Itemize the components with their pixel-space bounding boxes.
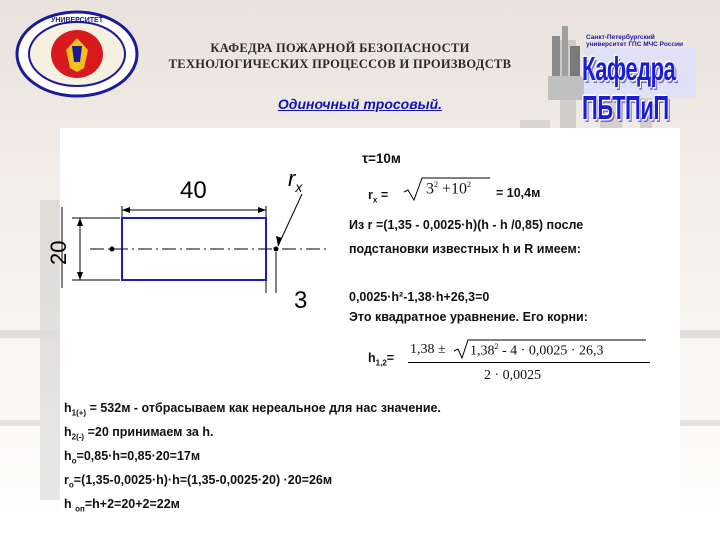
rx-formula <box>368 188 388 205</box>
department-logo <box>548 6 700 127</box>
result-5-sub: оп <box>75 504 85 514</box>
result-line-3 <box>64 449 200 466</box>
h12-numerator-a: 1,38 ± <box>410 342 446 357</box>
result-4-label: r <box>64 473 69 487</box>
h12-radicand <box>470 342 604 360</box>
h12-radicand-b: 1,38 <box>470 343 495 359</box>
result-line-4 <box>64 473 332 490</box>
result-5-text: =h+2=20+2=22м <box>84 497 180 511</box>
paragraph-line2: подстановки известных h и R имеем: <box>349 242 581 256</box>
rx-radicand-b-exp: 2 <box>467 180 472 189</box>
result-line-1 <box>64 401 441 418</box>
department-title-line2: ТЕХНОЛОГИЧЕСКИХ ПРОЦЕССОВ И ПРОИЗВОДСТВ <box>168 57 512 71</box>
rx-result: = 10,4м <box>496 186 541 200</box>
result-4-text: =(1,35-0,0025·h)·h=(1,35-0,0025·20) ·20=26м <box>73 473 333 487</box>
h12-label-sub: 1,2 <box>375 358 387 368</box>
result-2-text: =20 принимаем за h. <box>84 425 214 439</box>
result-5-label: h <box>64 497 76 511</box>
department-logo-caption: Санкт-Петербургский университет ГПС МЧС России <box>586 34 683 48</box>
width-label: 40 <box>180 177 207 204</box>
paragraph-line1: Из r =(1,35 - 0,0025·h)(h - h /0,85) после <box>349 218 584 232</box>
svg-text:rx <box>288 166 303 195</box>
department-logo-brand: Кафедра ПБТПиП <box>582 50 676 127</box>
tau-value: τ=10м <box>362 151 401 166</box>
rx-radicand <box>426 180 471 198</box>
h12-label: h <box>368 351 376 365</box>
result-1-label: h <box>64 401 72 415</box>
result-line-5 <box>64 497 180 514</box>
result-1-text: = 532м - отбрасываем как нереальное для нас значение. <box>86 401 441 415</box>
result-4-sub: о <box>68 480 74 490</box>
roots-intro: Это квадратное уравнение. Его корни: <box>349 310 588 324</box>
result-1-sub: 1(+) <box>71 408 87 418</box>
quadratic-equation: 0,0025·h²-1,38·h+26,3=0 <box>349 290 490 304</box>
rx-radicand-a: 3 <box>426 180 434 198</box>
svg-text:УНИВЕРСИТЕТ: УНИВЕРСИТЕТ <box>51 17 103 24</box>
support-point-left <box>110 247 115 252</box>
height-label: 20 <box>46 240 71 265</box>
result-3-label: h <box>64 449 72 463</box>
result-3-sub: о <box>71 456 77 466</box>
rx-eq: = <box>380 188 389 202</box>
rx-radicand-b: +10 <box>442 180 468 198</box>
result-2-label: h <box>64 425 72 439</box>
rx-radicand-a-exp: 2 <box>434 180 438 189</box>
department-title-line1: КАФЕДРА ПОЖАРНОЙ БЕЗОПАСНОСТИ <box>210 41 470 55</box>
h12-radicand-c: - 4 · 0,0025 · 26,3 <box>502 343 604 359</box>
result-3-text: =0,85·h=0,85·20=17м <box>76 449 201 463</box>
h12-radicand-b-exp: 2 <box>494 342 499 351</box>
lightning-rod-zone-drawing <box>40 148 340 323</box>
university-emblem-logo <box>14 10 140 98</box>
result-2-sub: 2(-) <box>71 432 85 442</box>
h12-eq: = <box>386 351 395 365</box>
h12-formula <box>368 351 394 368</box>
fraction-bar <box>408 362 650 363</box>
rx-label-sub: x <box>372 195 378 205</box>
radius-label-sub: x <box>295 179 303 195</box>
department-title <box>150 40 530 72</box>
height-point-label: 3 <box>294 287 308 314</box>
support-point-right <box>274 247 279 252</box>
rx-label: r <box>368 188 373 202</box>
result-line-2 <box>64 425 213 442</box>
slide-subtitle: Одиночный тросовый. <box>277 96 443 112</box>
radius-label: r <box>288 166 296 191</box>
h12-denominator: 2 · 0,0025 <box>484 368 542 383</box>
